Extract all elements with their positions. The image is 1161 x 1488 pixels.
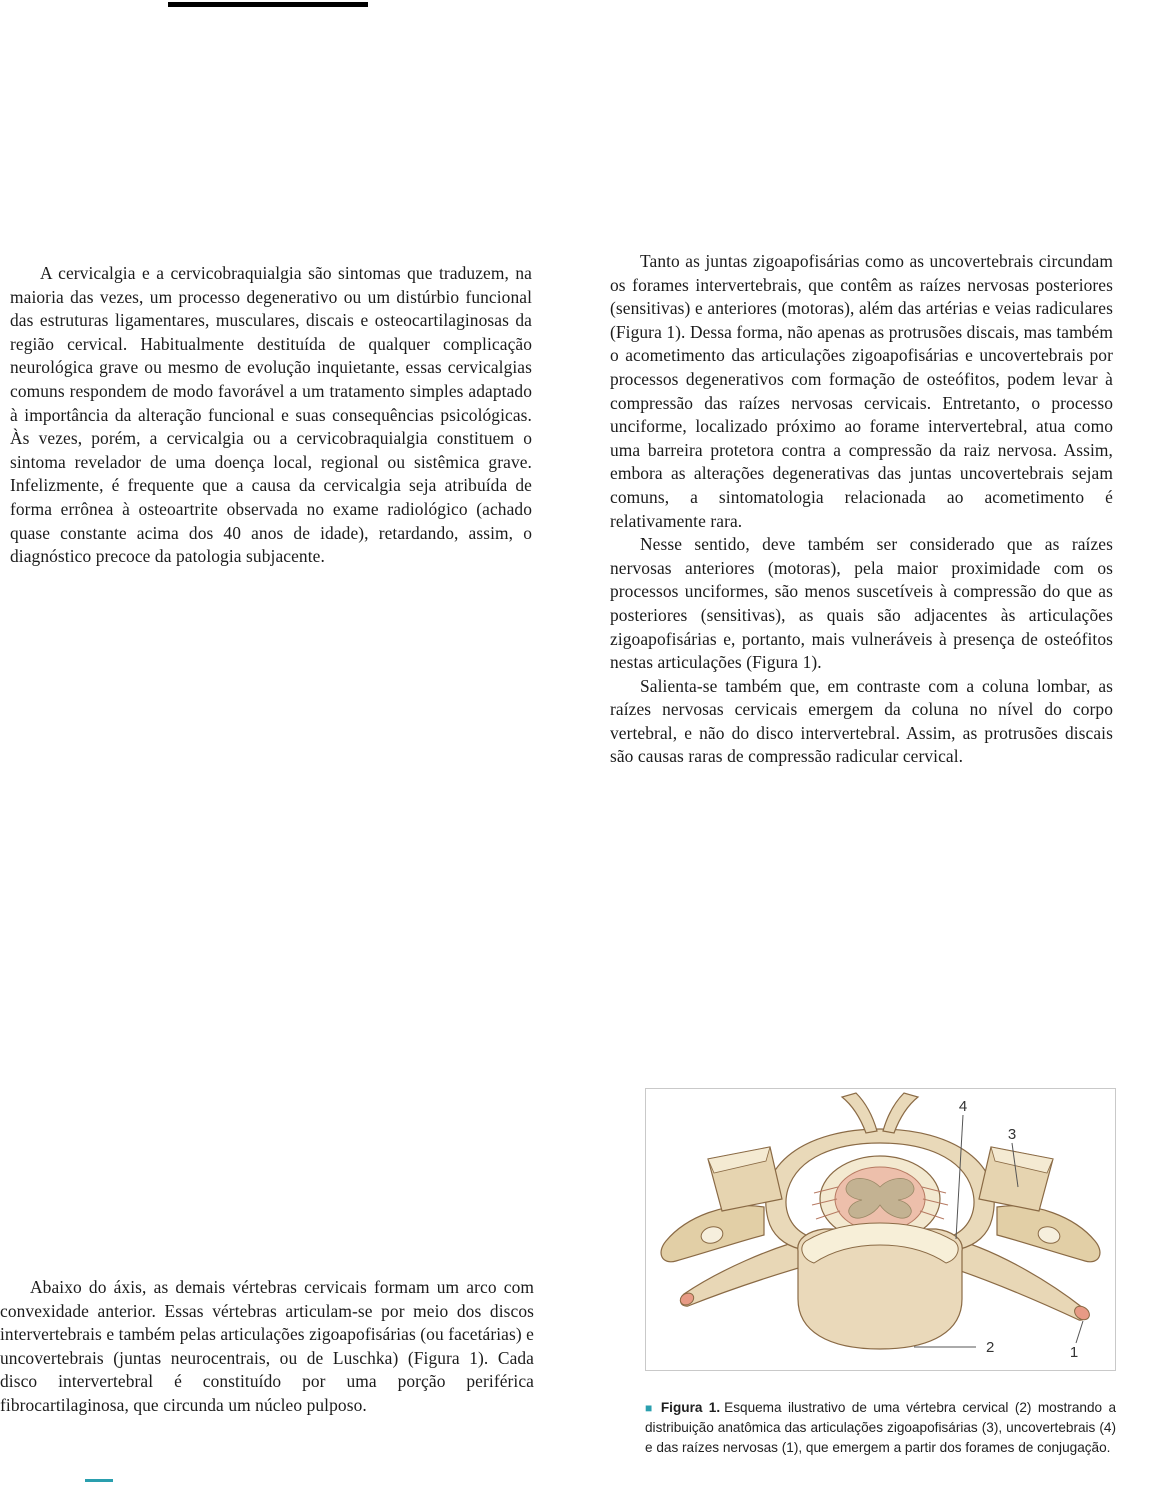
articular-process-right bbox=[979, 1147, 1053, 1211]
figure-1 bbox=[645, 1088, 1116, 1371]
caption-text: Esquema ilustrativo de uma vértebra cervical (2) mostrando a distribuição anatômica das articulações zigoapofisárias (3), uncovertebrais (4) e das raízes nervosas (1), que emergem a partir dos forames de conjugação. bbox=[645, 1399, 1117, 1455]
transverse-process-left bbox=[661, 1206, 764, 1262]
top-rule bbox=[168, 2, 368, 7]
figure-caption bbox=[645, 1398, 1116, 1458]
body-paragraph: Nesse sentido, deve também ser considerado que as raízes nervosas anteriores (motoras), pela maior proximidade com os processos unciformes, são menos suscetíveis à compressão do que as posteriores (sensitivas), as quais são adjacentes às articulações zigoapofisárias e, portanto, mais vulneráveis à presença de osteófitos nestas articulações (Figura 1). bbox=[610, 534, 1113, 673]
footer-accent-rule bbox=[85, 1479, 113, 1482]
articular-process-left bbox=[708, 1147, 782, 1211]
body-paragraph: A cervicalgia e a cervicobraquialgia são sintomas que traduzem, na maioria das vezes, um processo degenerativo ou um distúrbio funcional das estruturas ligamentares, musculares, discais e osteocartilaginosas da região cervical. Habitualmente destituída de qualquer complicação neurológica grave ou mesmo de evolução inquietante, essas cervicalgias comuns respondem de modo favorável a um tratamento simples adaptado à importância da alteração funcional e suas consequências psicológicas. Às vezes, porém, a cervicalgia ou a cervicobraquialgia constituem o sintoma revelador de uma doença local, regional ou sistêmica grave. Infelizmente, é frequente que a causa da cervicalgia seja atribuída de forma errônea à osteoartrite observada no exame radiológico (achado quase constante acima dos 40 anos de idade), retardando, assim, o diagnóstico precoce da patologia subjacente. bbox=[10, 263, 532, 567]
figure-callout-4: 4 bbox=[958, 1098, 968, 1115]
spinous-process bbox=[842, 1093, 918, 1133]
cervical-vertebra-illustration bbox=[646, 1089, 1115, 1370]
transverse-process-right bbox=[997, 1206, 1100, 1262]
vertebral-body bbox=[798, 1223, 962, 1349]
left-column bbox=[10, 262, 532, 569]
left-column-bottom bbox=[0, 1276, 534, 1418]
body-paragraph: Tanto as juntas zigoapofisárias como as uncovertebrais circundam os forames intervertebrais, que contêm as raízes nervosas posteriores (sensitivas) e anteriores (motoras), além das artérias e veias radiculares (Figura 1). Dessa forma, não apenas as protrusões discais, mas também o acometimento das articulações zigoapofisárias e uncovertebrais por processos degenerativos com formação de osteófitos, podem levar à compressão das raízes nervosas cervicais. Entretanto, o processo unciforme, localizado próximo ao forame intervertebral, atua como uma barreira protetora contra a compressão da raiz nervosa. Assim, embora as alterações degenerativas das juntas uncovertebrais sejam comuns, a sintomatologia relacionada ao acometimento é relativamente rara. bbox=[610, 251, 1113, 531]
figure-callout-1: 1 bbox=[1069, 1344, 1079, 1361]
caption-title: Figura 1. bbox=[660, 1399, 721, 1415]
right-column bbox=[610, 250, 1113, 769]
body-paragraph: Abaixo do áxis, as demais vértebras cervicais formam um arco com convexidade anterior. Essas vértebras articulam-se por meio dos discos intervertebrais e também pelas articulações zigoapofisárias (ou facetárias) e uncovertebrais (juntas neurocentrais, ou de Luschka) (Figura 1). Cada disco intervertebral é constituído por uma porção periférica fibrocartilaginosa, que circunda um núcleo pulposo. bbox=[0, 1277, 534, 1415]
body-paragraph: Salienta-se também que, em contraste com a coluna lombar, as raízes nervosas cervicais emergem da coluna no nível do corpo vertebral, e não do disco intervertebral. Assim, as protrusões discais são causas raras de compressão radicular cervical. bbox=[610, 675, 1113, 767]
figure-callout-2: 2 bbox=[986, 1339, 995, 1356]
figure-callout-3: 3 bbox=[1007, 1126, 1017, 1143]
caption-bullet-icon: ■ bbox=[645, 1400, 655, 1415]
